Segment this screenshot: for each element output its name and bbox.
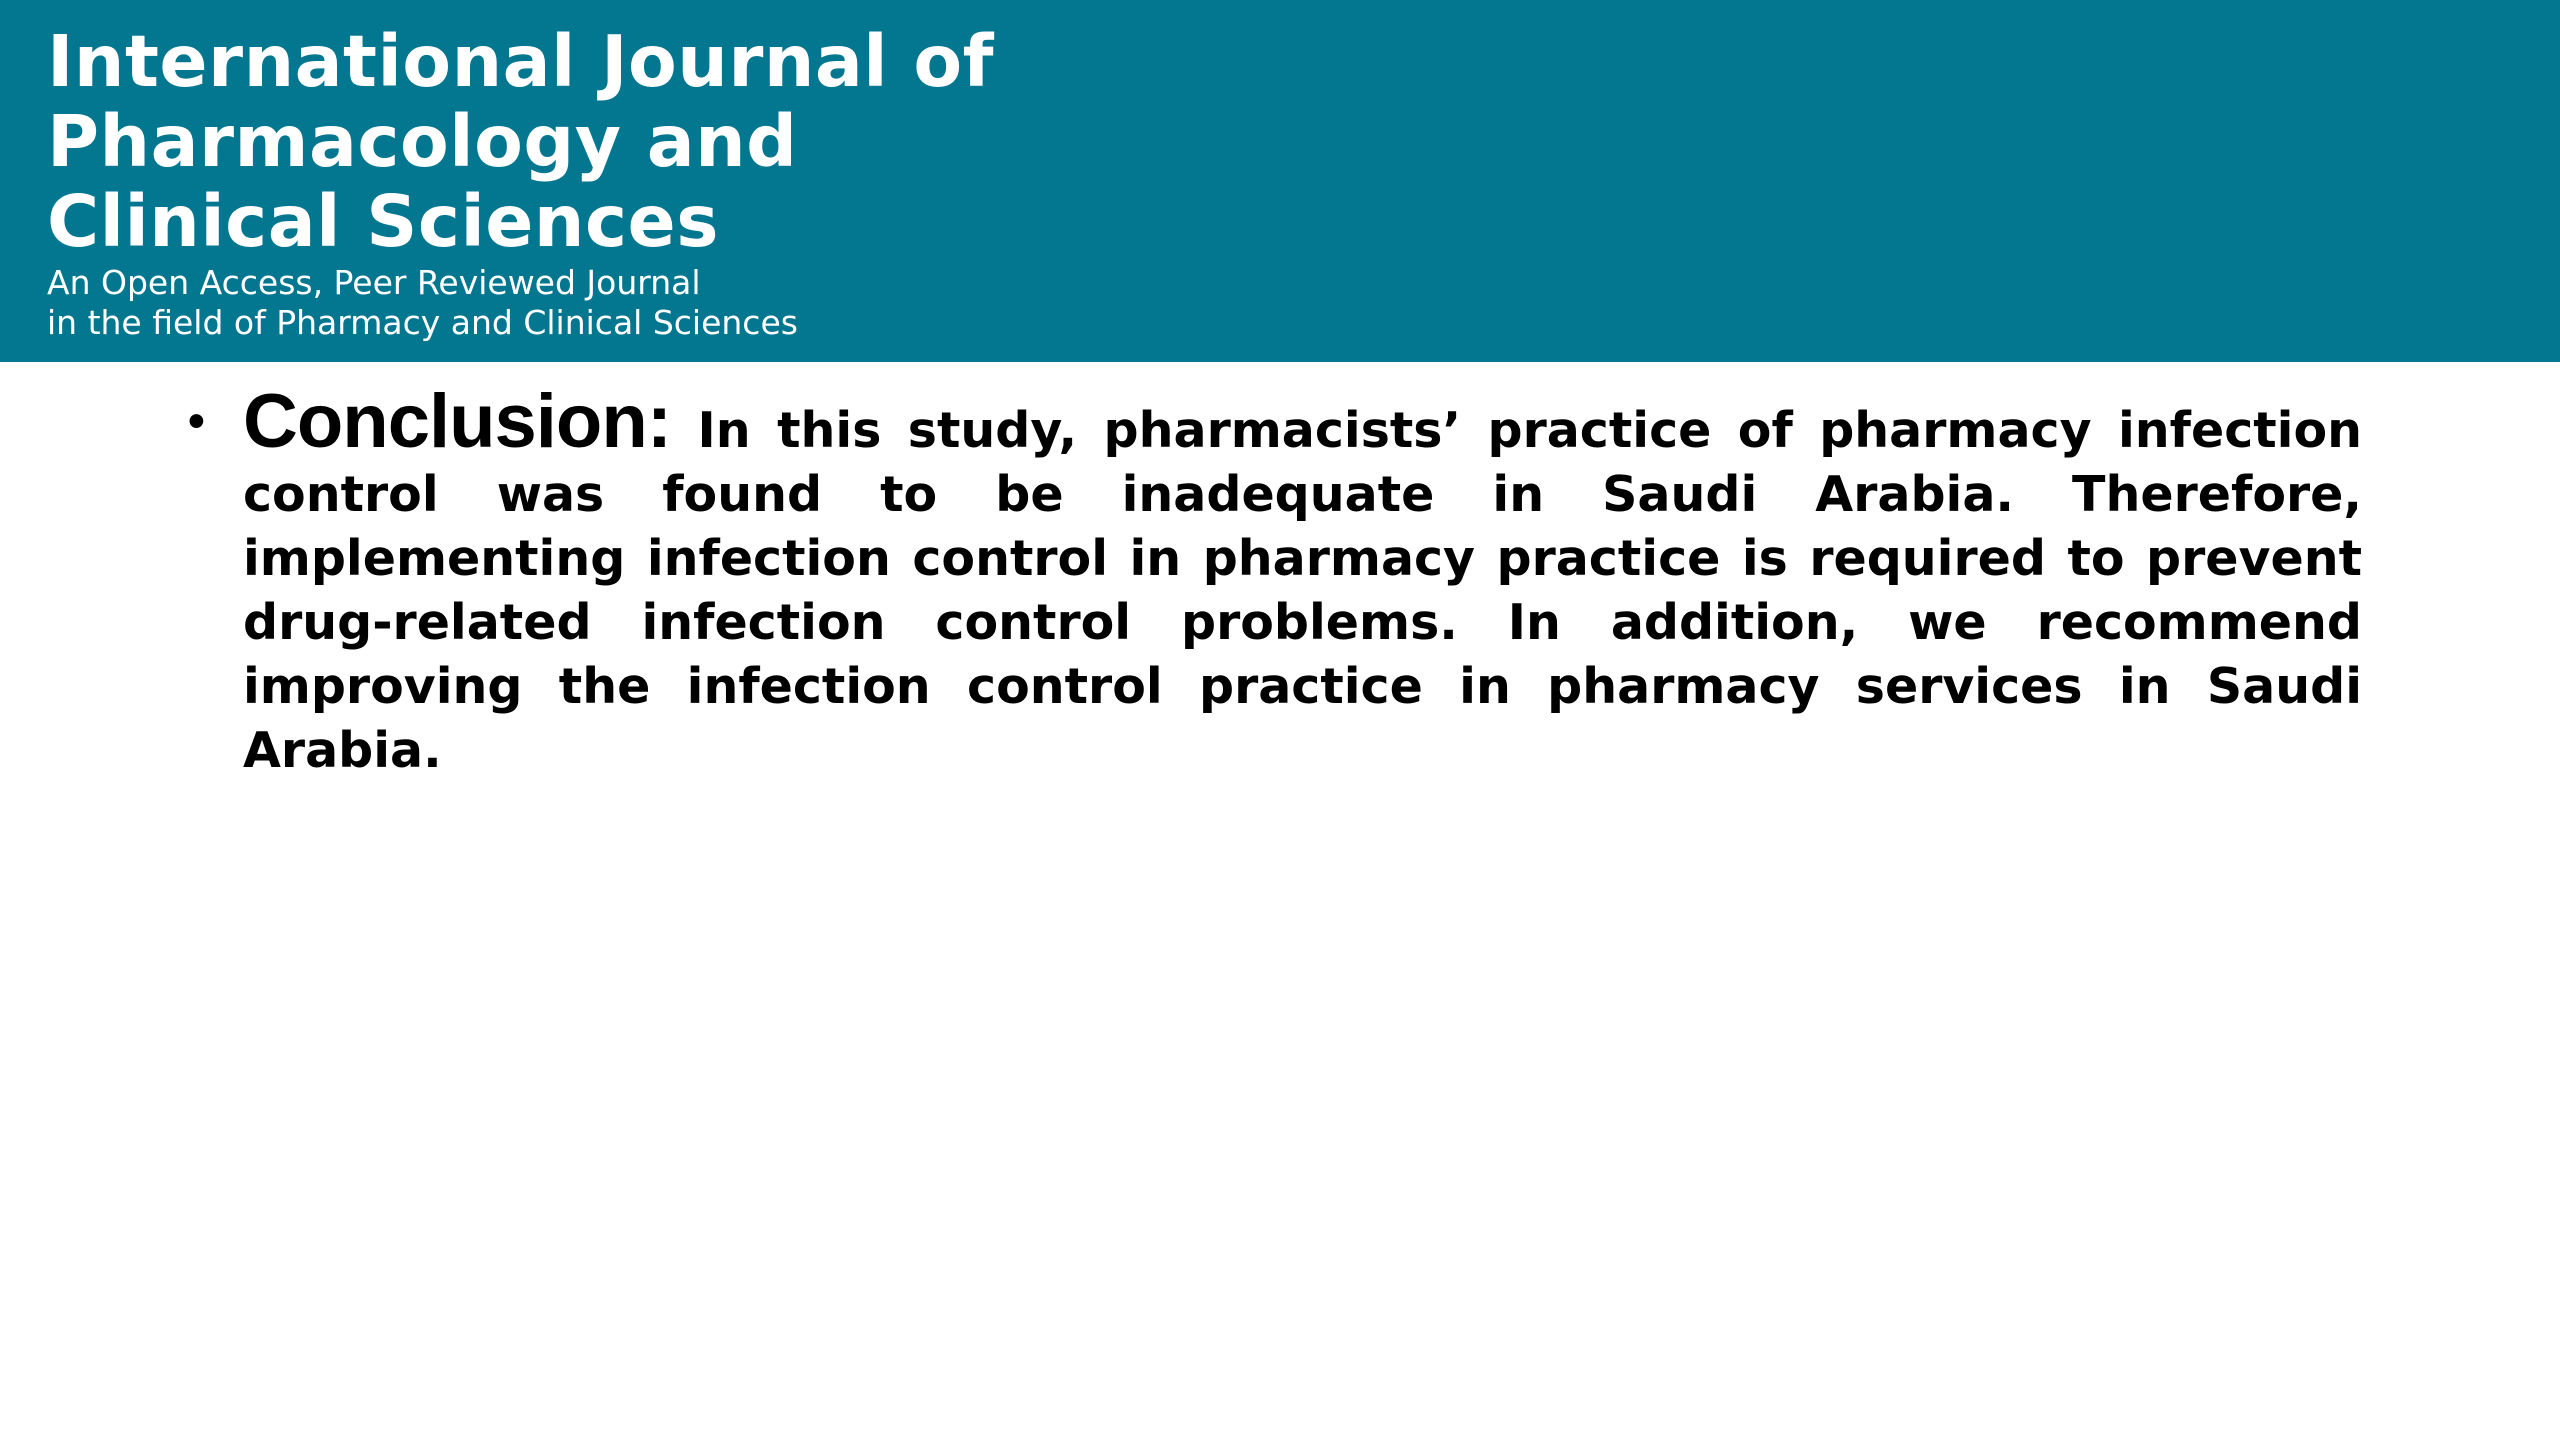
- conclusion-label: Conclusion:: [243, 379, 672, 464]
- journal-title: [47, 22, 1247, 262]
- bullet-point: •: [188, 395, 205, 448]
- conclusion-paragraph: [243, 379, 2363, 783]
- conclusion-text: In this study, pharmacists’ practice of pharmacy infection control was found to be inadequate in Saudi Arabia. Therefore, implementing infection control in pharmacy practice is required to prevent drug-related infection control problems. In addition, we recommend improving the infection control practice in pharmacy services in Saudi Arabia.: [243, 402, 2363, 779]
- journal-subtitle-line-2: in the field of Pharmacy and Clinical Sciences: [47, 303, 798, 342]
- journal-title-line-1: International Journal of: [47, 20, 995, 103]
- journal-title-line-3: Clinical Sciences: [47, 180, 719, 263]
- journal-title-line-2: Pharmacology and: [47, 100, 798, 183]
- journal-subtitle-line-1: An Open Access, Peer Reviewed Journal: [47, 263, 701, 302]
- journal-header: [0, 0, 2560, 362]
- journal-subtitle: [47, 263, 798, 343]
